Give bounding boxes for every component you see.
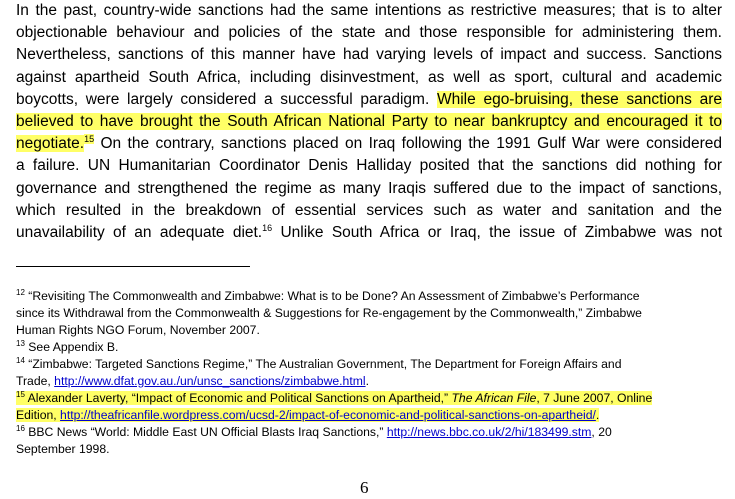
body-line xyxy=(16,89,722,111)
body-line xyxy=(16,111,722,133)
footnote-number: 16 xyxy=(16,424,25,433)
text-run: Edition, xyxy=(16,408,61,422)
footnote-line xyxy=(16,339,722,356)
highlighted-text: While ego-bruising, these sanctions are xyxy=(436,90,722,108)
footnote-line xyxy=(16,407,722,424)
text-run: governance and strengthened the regime as many Iraqis suffered due to the impact of sanctions, xyxy=(16,179,722,197)
body-line xyxy=(16,155,722,177)
footnote-ref: 15 xyxy=(84,134,95,145)
body-line xyxy=(16,44,722,66)
body-line xyxy=(16,67,722,89)
body-line xyxy=(16,22,722,44)
footnote-link[interactable]: http://news.bbc.co.uk/2/hi/183499.stm xyxy=(386,425,592,439)
footnote-line xyxy=(16,288,722,305)
body-paragraph xyxy=(16,0,722,244)
text-run: Human Rights NGO Forum, November 2007. xyxy=(16,323,260,337)
text-run: See Appendix B. xyxy=(24,340,119,354)
body-line xyxy=(16,178,722,200)
footnote-line xyxy=(16,305,722,322)
text-run: a failure. UN Humanitarian Coordinator Denis Halliday posited that the sanctions did nothing for xyxy=(16,157,722,175)
publication-title: The African File xyxy=(451,391,537,405)
footnote-line xyxy=(16,356,722,373)
text-run: In the past, country-wide sanctions had the same intentions as restrictive measures; that is to alter xyxy=(16,2,722,19)
footnote-line xyxy=(16,390,722,407)
footnote-link[interactable]: http://theafricanfile.wordpress.com/ucsd-2/impact-of-economic-and-political-sanctions-on-apartheid/ xyxy=(60,408,596,422)
body-line xyxy=(16,200,722,222)
footnote-line xyxy=(16,424,722,441)
text-run: “Revisiting The Commonwealth and Zimbabwe: What is to be Done? An Assessment of Zimbabwe’s Performance xyxy=(24,289,640,303)
footnote-line xyxy=(16,373,722,390)
footnote-line xyxy=(16,441,722,458)
text-run: Trade, xyxy=(16,374,55,388)
text-run: unavailability of an adequate diet. xyxy=(16,223,263,241)
footnote-link[interactable]: http://www.dfat.gov.au./un/unsc_sanctions/zimbabwe.html xyxy=(54,374,366,388)
footnote-number: 12 xyxy=(16,288,25,297)
footnote-line xyxy=(16,322,722,339)
text-run: , 7 June 2007, Online xyxy=(536,391,653,405)
text-run: Unlike South Africa or Iraq, the issue of Zimbabwe was not xyxy=(272,223,722,241)
text-run: On the contrary, sanctions placed on Iraq following the 1991 Gulf War were considered xyxy=(94,135,722,153)
text-run: September 1998. xyxy=(16,442,110,456)
text-run: which resulted in the breakdown of essential services such as water and sanitation and the xyxy=(16,201,722,219)
highlighted-text: believed to have brought the South African National Party to near bankruptcy and encouraged it to xyxy=(16,112,722,130)
page-number: 6 xyxy=(360,478,369,497)
text-run: Alexander Laverty, “Impact of Economic and Political Sanctions on Apartheid,” xyxy=(24,391,452,405)
footnote-ref: 16 xyxy=(262,222,273,233)
text-run: against apartheid South Africa, including disinvestment, as well as sport, cultural and academic xyxy=(16,68,722,86)
text-run: . xyxy=(365,374,369,388)
body-line xyxy=(16,133,722,155)
text-run: Nevertheless, sanctions of this manner have had varying levels of impact and success. Sanctions xyxy=(16,46,722,64)
text-run: . xyxy=(595,408,600,422)
text-run: since its Withdrawal from the Commonwealth & Suggestions for Re-engagement by the Commonwealth,” Zimbabwe xyxy=(16,306,642,320)
body-line xyxy=(16,222,722,244)
text-run: “Zimbabwe: Targeted Sanctions Regime,” The Australian Government, The Department for Foreign Affairs and xyxy=(24,357,622,371)
footnote-number: 15 xyxy=(16,390,25,399)
body-line xyxy=(16,0,722,22)
text-run: BBC News “World: Middle East UN Official Blasts Iraq Sanctions,” xyxy=(24,425,387,439)
highlighted-text: negotiate. xyxy=(16,135,85,153)
text-run: boycotts, were largely considered a successful paradigm. xyxy=(16,90,437,108)
footnote-number: 14 xyxy=(16,356,25,365)
footnote-separator xyxy=(16,266,250,267)
text-run: , 20 xyxy=(591,425,612,439)
footnotes xyxy=(16,288,722,458)
footnote-number: 13 xyxy=(16,339,25,348)
text-run: objectionable behaviour and policies of the state and those responsible for administering them. xyxy=(16,24,722,42)
